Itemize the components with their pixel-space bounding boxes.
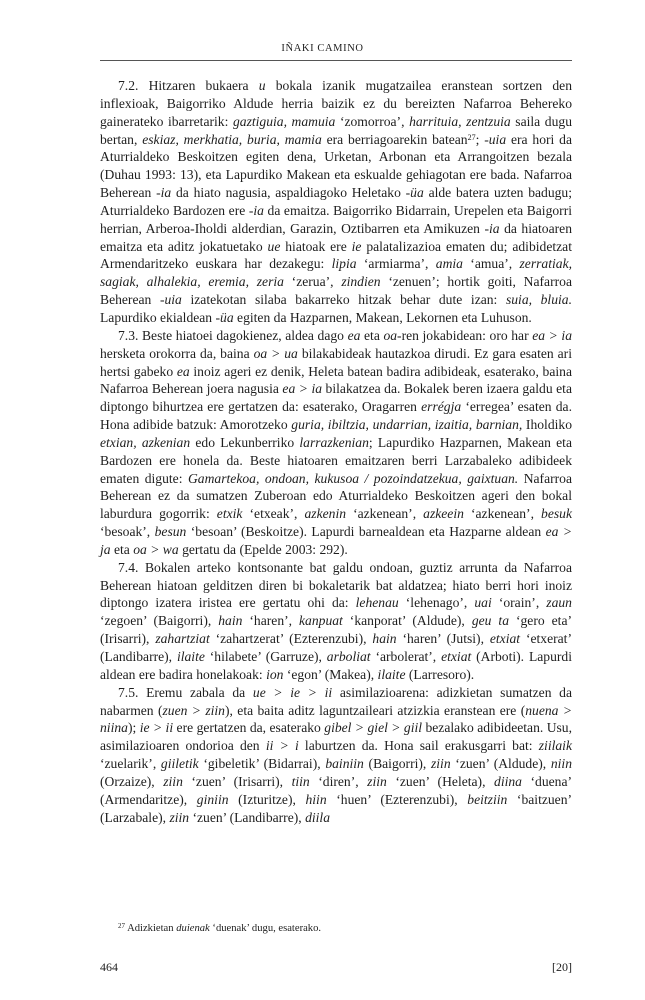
italic-term: ea > ja [100, 524, 572, 557]
body-text [100, 77, 572, 826]
italic-term: -ia [484, 220, 500, 236]
italic-term: zindien [341, 274, 381, 290]
italic-term: oa > ua [253, 345, 298, 361]
italic-term: ea > ia [282, 381, 323, 397]
italic-term: hain [372, 631, 397, 647]
italic-term: uai [474, 595, 492, 611]
italic-term: zerratiak, sagiak, alhalekia, eremia, zeria [100, 256, 572, 290]
italic-term: harrituia, zentzuia [409, 113, 511, 129]
italic-term: ea > ia [532, 327, 572, 343]
italic-term: oa [383, 327, 398, 343]
italic-term: diina [494, 773, 522, 789]
italic-term: amia [435, 256, 463, 272]
italic-term: ziilaik [538, 738, 572, 754]
page-bracket: [20] [552, 960, 572, 974]
italic-term: -uia [159, 292, 182, 308]
italic-term: hain [218, 613, 243, 629]
italic-term: besun [154, 524, 187, 540]
italic-term: kanpuat [299, 613, 343, 629]
italic-term: errégja [421, 399, 462, 415]
italic-term: ie [351, 238, 362, 254]
italic-term: hiin [305, 791, 327, 807]
italic-term: nuena > niina [100, 702, 572, 736]
italic-term: giiletik [160, 756, 199, 772]
italic-term: etxiat [489, 631, 521, 647]
italic-term: gibel > giel > giil [324, 720, 423, 736]
italic-term: bainiin [325, 756, 364, 772]
italic-term: giniin [196, 791, 229, 807]
running-head: IÑAKI CAMINO [281, 43, 364, 54]
italic-term: beitziin [467, 791, 508, 807]
italic-term: ion [266, 666, 284, 682]
italic-term: ea [347, 327, 361, 343]
italic-term: lehenau [355, 595, 399, 611]
italic-term: guria, ibiltzia, undarrian, izaitia, barnian, [291, 417, 523, 433]
italic-term: lipia [331, 256, 357, 272]
footnote-reference[interactable]: 27 [467, 132, 476, 142]
paragraph-7-3: 7.3. Beste hiatoei dagokienez, aldea dago ea eta oa-ren jokabidean: oro har ea > ia hersketa orokorra da, baina oa > ua bilakabideak hautazkoa dirudi. Ez gara esaten ari hertsi gabeko ea inoiz ageri ez denik, Heleta batean badira adibideak, esaterako, baina Nafarroa Beherean joera nagusia ea > ia bilakatzea da. Bokalek beren izaera galdu eta diptongo bihurtzea ere gertatzen da: esaterako, Oragarren errégja ‘erregea’ esaten da. Hona adibide batzuk: Amorotzeko guria, ibiltzia, undarrian, izaitia, barnian, Iholdiko etxian, azkenian edo Lekunberriko larrazkenian; Lapurdiko Hazparnen, Makean eta Bardozen ere honela da. Beste hiatoaren emaitzaren berri Larzabaleko adibideek ematen digute: Gamartekoa, ondoan, kukusoa / pozoindatzekua, gaixtuan. Nafarroa Beherean ez da sumatzen Zuberoan edo Aturrialdeko Beskoitzen ageri den bokal laburdura gogorrik: etxik ‘etxeak’, azkenin ‘azkenean’, azkeein ‘azkenean’, besuk ‘besoak’, besun ‘besoan’ (Beskoitze). Lapurdi barnealdean eta Hazparne aldean ea > ja eta oa > wa gertatu da (Epelde 2003: 292). [100, 327, 572, 557]
italic-term: ie > ii [139, 720, 174, 736]
italic-term: azkenin [304, 506, 347, 522]
italic-term: u [258, 78, 266, 93]
italic-term: ziin [430, 756, 451, 772]
italic-term: ziin [163, 773, 183, 789]
italic-term: etxik [216, 506, 243, 522]
italic-term: etxiat [441, 649, 472, 664]
italic-term: ea [176, 363, 190, 379]
italic-term: zahartziat [155, 631, 210, 647]
italic-term: arboliat [326, 649, 371, 664]
italic-term: -üa [215, 309, 234, 325]
italic-term: -üa [405, 185, 424, 201]
italic-term: diila [305, 809, 330, 825]
footnote-text: Adizkietan duienak ‘duenak’ dugu, esaterako. [127, 923, 322, 934]
header-rule [100, 60, 572, 61]
italic-term: geu ta [471, 613, 509, 629]
italic-term: suia, bluia. [505, 292, 572, 308]
italic-term: ziin [169, 809, 190, 825]
italic-term: larrazkenian [299, 434, 369, 450]
paragraph-7-2: 7.2. Hitzaren bukaera u bokala izanik mugatzailea eranstean sortzen den inflexioak, Baigorriko Aldude herria baizik ez du bereizten Nafarroa Behereko gainerateko ibarretarik: gaztiguia, mamuia ‘zomorroa’, harrituia, zentzuia saila dugu bertan, eskiaz, merkhatia, buria, mamia era berriagoarekin batean$^{27}$; -uia era hori da Aturrialdeko Beskoitzen egiten dena, Urketan, Arbonan eta Arrangoitzen bezala (Duhau 1993: 13), eta Lapurdiko Makean eta eskualde gehiagotan ere bada. Nafarroa Beherean -ia da hiato nagusia, aspaldiagoko Heletako -üa alde batera uzten badugu; Aturrialdeko Bardozen ere -ia da emaitza. Baigorriko Bidarrain, Urepelen eta Baigorri herrian, Arberoa-Iholdi alderdian, Garazin, Oztibarren eta Amikuzen -ia da hiatoaren emaitza eta aditz jokatuetako ue hiatoak ere ie palatalizazioa ematen du; adibidetzat Armendaritzeko euskara har dezakegu: lipia ‘armiarma’, amia ‘amua’, zerratiak, sagiak, alhalekia, eremia, zeria ‘zerua’, zindien ‘zenuen’; hortik goiti, Nafarroa Beherean -uia izatekotan silaba bakarreko hitzak behar dute izan: suia, bluia. Lapurdiko ekialdean -üa egiten da Hazparnen, Makean, Lekornen eta Luhuson. [100, 78, 572, 325]
italic-term: niin [550, 756, 573, 772]
italic-term: duienak [176, 923, 210, 934]
paragraph-7-4: 7.4. Bokalen arteko kontsonante bat galdu ondoan, guztiz arrunta da Nafarroa Beherean hiatoan gelditzen diren bi bokaletarik bat aldatzea; hiato berri hori inoiz diptongo izatera iristea ere gertatu ohi da: lehenau ‘lehenago’, uai ‘orain’, zaun ‘zegoen’ (Baigorri), hain ‘haren’, kanpuat ‘kanporat’ (Aldude), geu ta ‘gero eta’ (Irisarri), zahartziat ‘zahartzerat’ (Ezterenzubi), hain ‘haren’ (Jutsi), etxiat ‘etxerat’ (Landibarre), ilaite ‘hilabete’ (Garruze), arboliat ‘arbolerat’, etxiat (Arboti). Lapurdi aldean ere badira honelakoak: ion ‘egon’ (Makea), ilaite (Larresoro). [100, 559, 572, 682]
italic-term: -ia [156, 185, 172, 201]
italic-term: tiin [291, 773, 310, 789]
italic-term: eskiaz, merkhatia, buria, mamia [142, 131, 322, 147]
footnote [100, 922, 572, 936]
paragraph-7-5: 7.5. Eremu zabala da ue > ie > ii asimilazioarena: adizkietan sumatzen da nabarmen (zuen > ziin), eta baita aditz laguntzaileari atzizkia eranstean ere (nuena > niina); ie > ii ere gertatzen da, esaterako gibel > giel > giil bezalako adibideetan. Usu, asimilazioaren ondorioa den ii > i laburtzen da. Hona sail erakusgarri bat: ziilaik ‘zuelarik’, giiletik ‘gibeletik’ (Bidarrai), bainiin (Baigorri), ziin ‘zuen’ (Aldude), niin (Orzaize), ziin ‘zuen’ (Irisarri), tiin ‘diren’, ziin ‘zuen’ (Heleta), diina ‘duena’ (Armendaritze), giniin (Izturitze), hiin ‘huen’ (Ezterenzubi), beitziin ‘baitzuen’ (Larzabale), ziin ‘zuen’ (Landibarre), diila [100, 684, 573, 825]
italic-term: zuen > ziin [162, 702, 225, 718]
italic-term: ii > i [265, 738, 299, 754]
italic-term: Gamartekoa, ondoan, kukusoa / pozoindatzekua, gaixtuan. [187, 470, 519, 486]
italic-term: azkeein [423, 506, 464, 522]
italic-term: gaztiguia, mamuia [232, 113, 336, 129]
footnote-number: 27 [118, 922, 125, 930]
italic-term: etxian, azkenian [100, 434, 191, 450]
italic-term: oa > wa [133, 541, 179, 557]
italic-term: zaun [546, 595, 572, 611]
page-number: 464 [100, 960, 118, 974]
italic-term: ilaite [176, 649, 205, 664]
italic-term: ue [267, 238, 281, 254]
italic-term: -uia [484, 131, 507, 147]
italic-term: ue > ie > ii [252, 684, 333, 700]
italic-term: ziin [367, 773, 387, 789]
italic-term: -ia [248, 202, 264, 218]
italic-term: besuk [541, 506, 572, 522]
italic-term: ilaite [377, 666, 406, 682]
